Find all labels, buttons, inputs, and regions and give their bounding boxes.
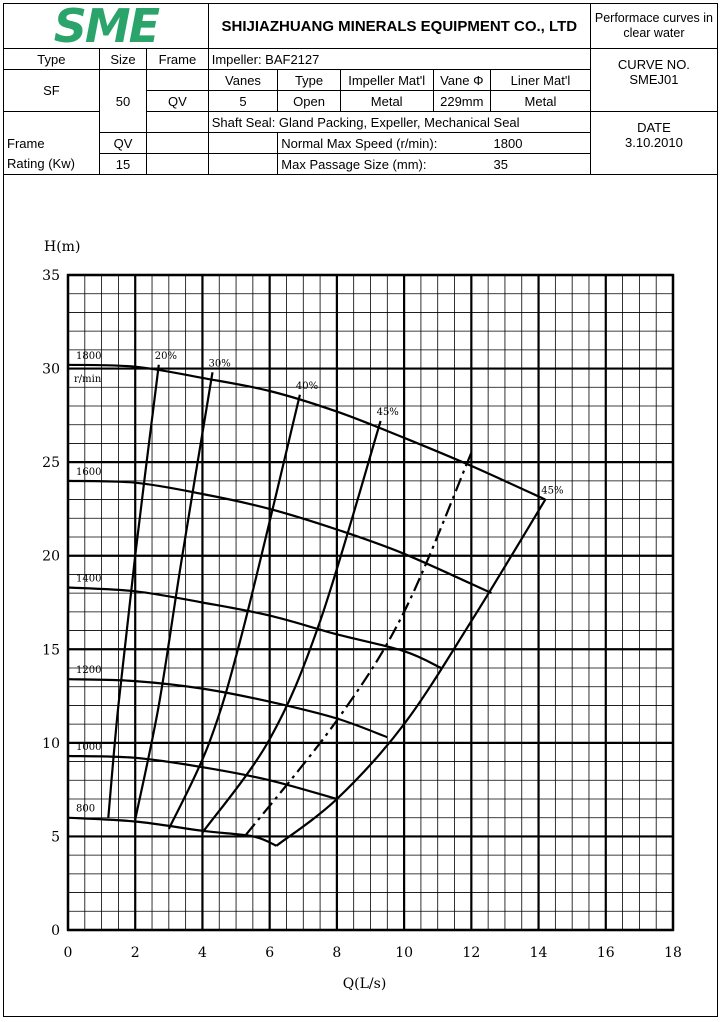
efficiency-label-1: 30% (208, 358, 231, 370)
x-tick-label: 8 (332, 945, 342, 961)
frame2-label: Frame (4, 133, 100, 154)
vane-dia-label: Vane Φ (433, 70, 490, 91)
y-tick-label: 10 (42, 735, 60, 752)
date-label: DATE (637, 120, 671, 135)
shaft-seal: Shaft Seal: Gland Packing, Expeller, Mechanical Seal (208, 112, 590, 133)
x-axis-label: Q(L/s) (342, 976, 387, 992)
efficiency-label-2: 40% (295, 380, 319, 392)
type-value: SF (4, 70, 100, 112)
x-tick-label: 4 (197, 945, 207, 961)
efficiency-label-0: 20% (154, 350, 177, 362)
company-name: SHIJIAZHUANG MINERALS EQUIPMENT CO., LTD (208, 4, 590, 49)
impeller-material-value: Metal (340, 91, 433, 112)
curve-no-label: CURVE NO. (617, 57, 690, 72)
efficiency-label-3: 45% (376, 406, 399, 418)
speed-label-1000: 1000 (76, 741, 102, 753)
curves-note: Performace curves in clear water (590, 4, 717, 49)
x-tick-label: 18 (664, 945, 682, 961)
y-axis-label: H(m) (44, 239, 81, 255)
max-speed-value: 1800 (491, 133, 591, 154)
passage-value: 35 (491, 154, 591, 175)
speed-label-1800: 1800 (76, 350, 102, 362)
speed-label-1400: 1400 (76, 573, 102, 585)
y-tick-label: 25 (42, 455, 60, 472)
x-tick-label: 0 (63, 945, 73, 961)
y-tick-label: 0 (51, 923, 60, 939)
x-tick-label: 10 (395, 945, 414, 961)
passage-label: Max Passage Size (mm): (278, 154, 491, 175)
max-speed-label: Normal Max Speed (r/min): (278, 133, 491, 154)
impeller-material-label: Impeller Mat'l (340, 70, 433, 91)
impeller-label: Impeller: BAF2127 (208, 49, 590, 70)
vanes-value: 5 (208, 91, 278, 112)
y-tick-label: 30 (42, 361, 60, 378)
size-label: Size (99, 49, 146, 70)
y-tick-label: 15 (42, 642, 60, 659)
speed-label-1200: 1200 (76, 665, 102, 677)
liner-material-value: Metal (491, 91, 591, 112)
company-logo: SME (53, 0, 159, 53)
rating-label: Rating (Kw) (4, 154, 100, 175)
efficiency-label-5: 45% (541, 485, 564, 497)
liner-material-label: Liner Mat'l (491, 70, 591, 91)
vane-dia-value: 229mm (433, 91, 490, 112)
type-label: Type (4, 49, 100, 70)
curve-no-value: SMEJ01 (629, 72, 679, 87)
size-value: 50 (99, 70, 146, 133)
impeller-type-value: Open (278, 91, 341, 112)
date-value: 3.10.2010 (625, 135, 683, 150)
speed-label-800: 800 (76, 803, 96, 815)
efficiency-curve-1 (135, 372, 212, 819)
vanes-label: Vanes (208, 70, 278, 91)
x-tick-label: 14 (529, 945, 548, 961)
frame-value: QV (147, 91, 209, 112)
speed-unit-label: r/min (74, 373, 102, 385)
y-tick-label: 5 (51, 829, 60, 846)
frame-label: Frame (147, 49, 209, 70)
y-tick-label: 20 (42, 548, 60, 565)
impeller-type-label: Type (278, 70, 341, 91)
x-tick-label: 2 (130, 945, 140, 961)
frame2-value: QV (99, 133, 146, 154)
rating-value: 15 (99, 154, 146, 175)
x-tick-label: 12 (462, 945, 481, 961)
y-tick-label: 35 (42, 268, 60, 284)
x-tick-label: 16 (596, 945, 615, 961)
speed-label-1600: 1600 (76, 466, 102, 478)
x-tick-label: 6 (265, 945, 275, 961)
